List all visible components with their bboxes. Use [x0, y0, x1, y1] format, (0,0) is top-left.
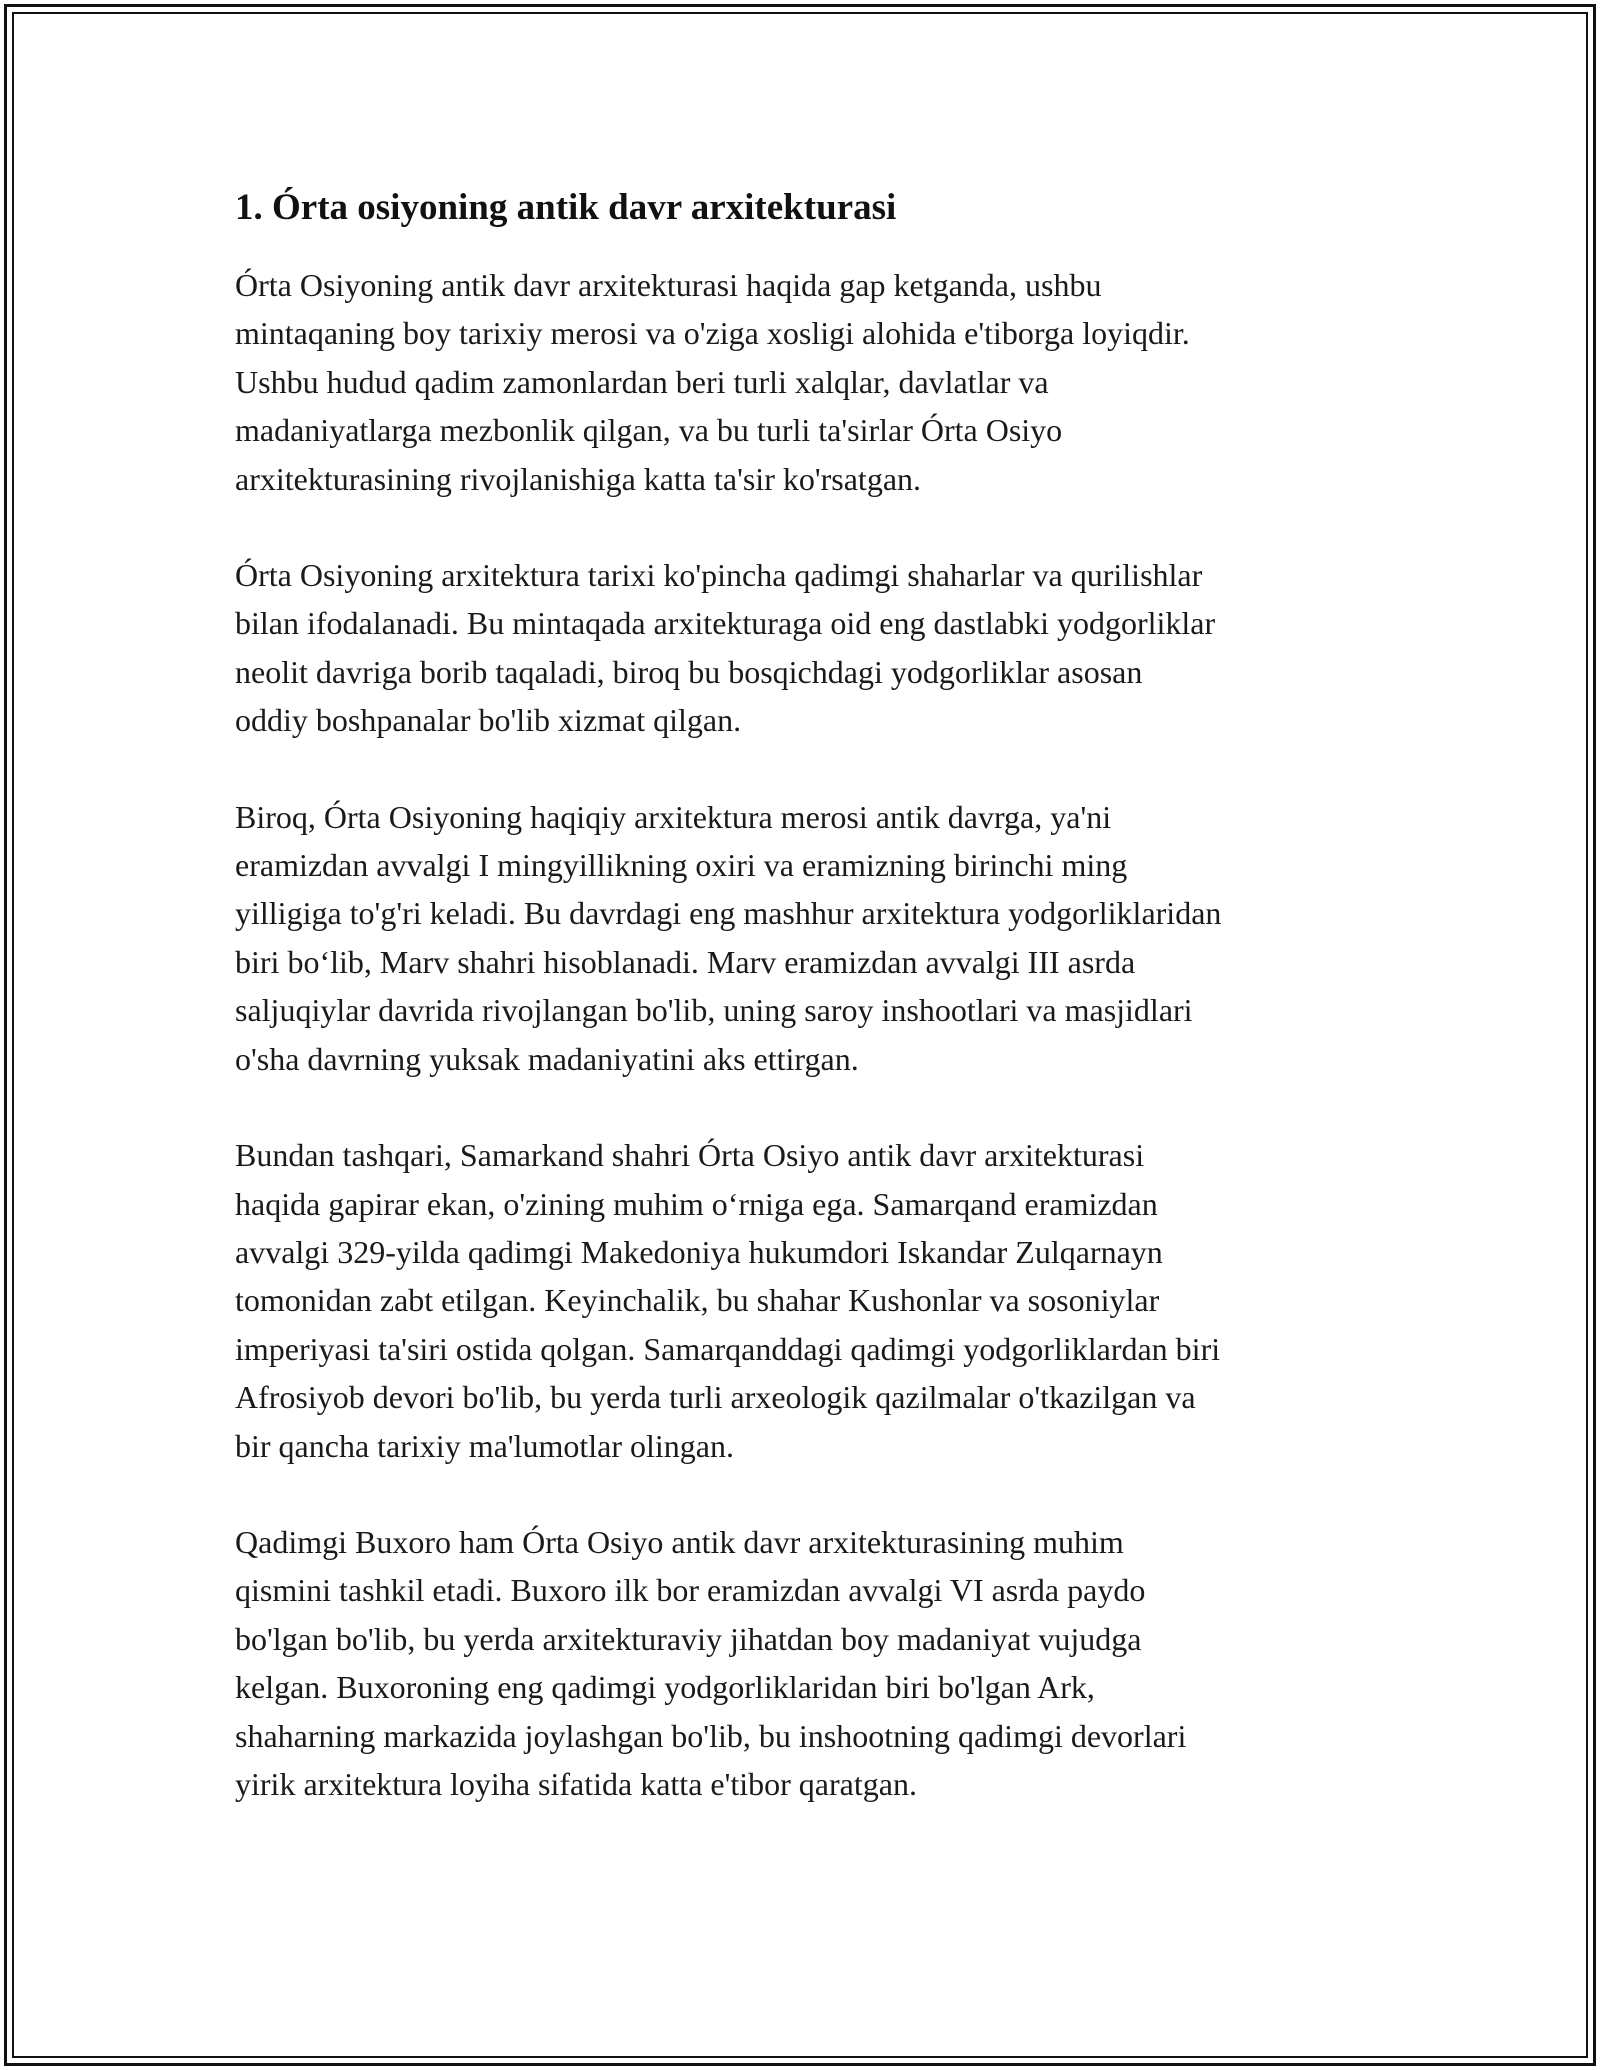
- document-body: [235, 184, 1385, 1856]
- text-line: saljuqiylar davrida rivojlangan bo'lib, uning saroy inshootlari va masjidlari: [235, 992, 1193, 1029]
- paragraph-3: [235, 793, 1385, 1083]
- text-line: o'sha davrning yuksak madaniyatini aks ettirgan.: [235, 1040, 859, 1077]
- text-line: eramizdan avvalgi I mingyillikning oxiri va eramizning birinchi ming: [235, 847, 1128, 884]
- text-line: imperiyasi ta'siri ostida qolgan. Samarqanddagi qadimgi yodgorliklardan biri: [235, 1330, 1221, 1367]
- text-line: neolit davriga borib taqaladi, biroq bu bosqichdagi yodgorliklar asosan: [235, 653, 1143, 690]
- text-line: arxitekturasining rivojlanishiga katta ta'sir ko'rsatgan.: [235, 460, 922, 497]
- text-line: bir qancha tarixiy ma'lumotlar olingan.: [235, 1427, 734, 1464]
- text-line: Biroq, Órta Osiyoning haqiqiy arxitektura merosi antik davrga, ya'ni: [235, 798, 1112, 835]
- text-line: biri bo‘lib, Marv shahri hisoblanadi. Marv eramizdan avvalgi III asrda: [235, 943, 1136, 980]
- text-line: tomonidan zabt etilgan. Keyinchalik, bu shahar Kushonlar va sosoniylar: [235, 1282, 1160, 1319]
- text-line: mintaqaning boy tarixiy merosi va o'ziga xosligi alohida e'tiborga loyiqdir.: [235, 315, 1190, 352]
- text-line: Órta Osiyoning arxitektura tarixi ko'pincha qadimgi shaharlar va qurilishlar: [235, 557, 1203, 594]
- section-title: 1. Órta osiyoning antik davr arxitekturasi: [235, 187, 897, 228]
- text-line: yirik arxitektura loyiha sifatida katta e'tibor qaratgan.: [235, 1765, 917, 1802]
- text-line: madaniyatlarga mezbonlik qilgan, va bu turli ta'sirlar Órta Osiyo: [235, 412, 1063, 449]
- text-line: Ushbu hudud qadim zamonlardan beri turli xalqlar, davlatlar va: [235, 363, 1049, 400]
- paragraph-2: [235, 551, 1385, 745]
- paragraph-5: [235, 1518, 1385, 1808]
- text-line: Afrosiyob devori bo'lib, bu yerda turli arxeologik qazilmalar o'tkazilgan va: [235, 1379, 1196, 1416]
- text-line: yilligiga to'g'ri keladi. Bu davrdagi eng mashhur arxitektura yodgorliklaridan: [235, 895, 1222, 932]
- paragraph-1: [235, 261, 1385, 503]
- paragraph-4: [235, 1131, 1385, 1470]
- text-line: bo'lgan bo'lib, bu yerda arxitekturaviy jihatdan boy madaniyat vujudga: [235, 1620, 1142, 1657]
- text-line: oddiy boshpanalar bo'lib xizmat qilgan.: [235, 702, 742, 739]
- text-line: Órta Osiyoning antik davr arxitekturasi haqida gap ketganda, ushbu: [235, 267, 1102, 303]
- text-line: shaharning markazida joylashgan bo'lib, bu inshootning qadimgi devorlari: [235, 1717, 1187, 1754]
- text-line: Bundan tashqari, Samarkand shahri Órta Osiyo antik davr arxitekturasi: [235, 1137, 1145, 1174]
- text-line: Qadimgi Buxoro ham Órta Osiyo antik davr arxitekturasining muhim: [235, 1523, 1124, 1560]
- text-line: avvalgi 329-yilda qadimgi Makedoniya hukumdori Iskandar Zulqarnayn: [235, 1233, 1163, 1270]
- text-line: qismini tashkil etadi. Buxoro ilk bor eramizdan avvalgi VI asrda paydo: [235, 1572, 1146, 1609]
- text-line: bilan ifodalanadi. Bu mintaqada arxitekturaga oid eng dastlabki yodgorliklar: [235, 605, 1216, 642]
- text-line: kelgan. Buxoroning eng qadimgi yodgorliklaridan biri bo'lgan Ark,: [235, 1669, 1095, 1706]
- text-line: haqida gapirar ekan, o'zining muhim o‘rniga ega. Samarqand eramizdan: [235, 1185, 1158, 1222]
